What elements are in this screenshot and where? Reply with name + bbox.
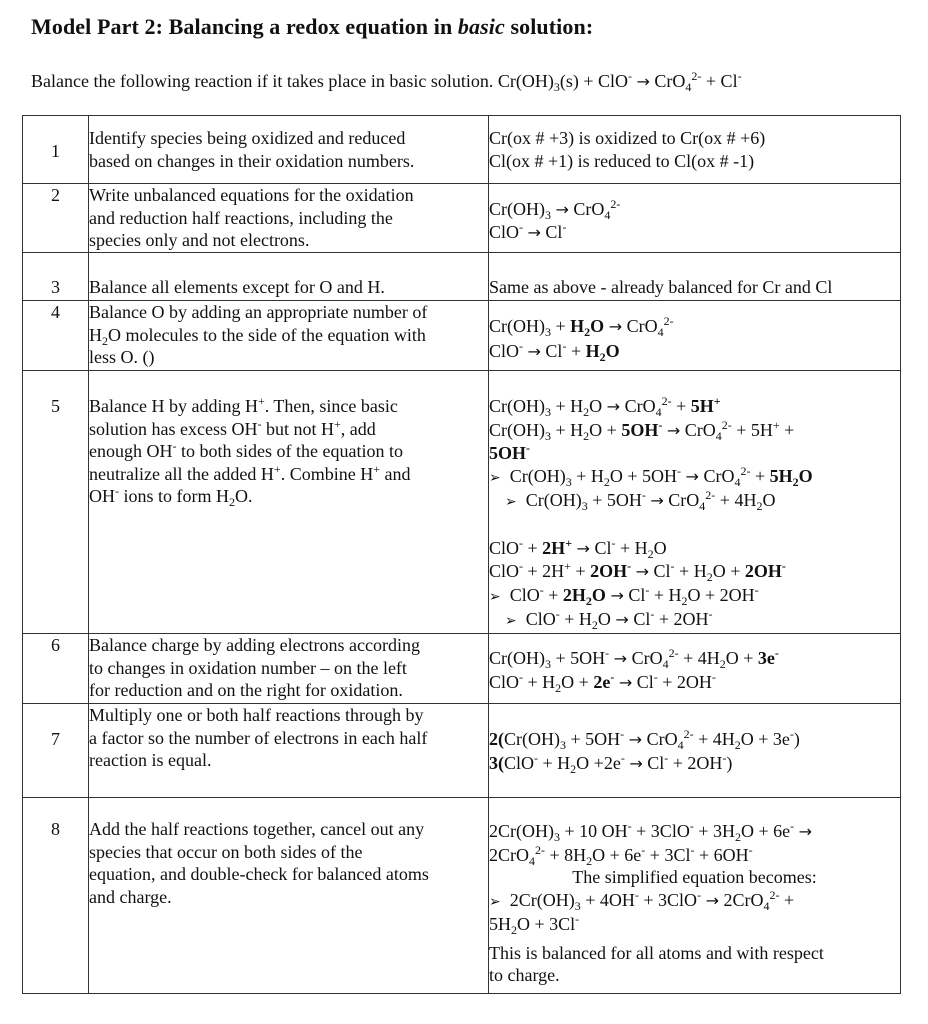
eq-line: $Cr(OH)_3 + H_2O + 5OH^- \to CrO_4^{2-} + 5H^+$ + — [489, 417, 795, 443]
step-description — [89, 371, 489, 634]
step-description — [89, 116, 489, 184]
eq-line: 5OH- — [489, 441, 531, 463]
step-action — [489, 253, 901, 301]
text-line: Add the half reactions together, cancel out any — [89, 819, 425, 839]
text-line: Balance charge by adding electrons according — [89, 635, 421, 655]
text-line: based on changes in their oxidation numbers. — [89, 150, 415, 171]
eq-line: $Cr(OH)_3 + H_2O \to CrO_4^{2-} + 5H^+$ — [489, 394, 721, 419]
eq-line: $2Cr(OH)_3 + 10$ $OH^- + 3ClO^- + 3H_2O + 6e^-$ → — [489, 819, 813, 844]
text-line: a factor so the number of electrons in each half — [89, 727, 428, 748]
text-line: enough OH- to both sides of the equation to — [89, 439, 403, 461]
eq-line: to charge. — [489, 965, 560, 985]
table-row — [23, 798, 901, 994]
arrow-bullet-icon: ➢ — [489, 893, 501, 910]
table-row — [23, 634, 901, 704]
text-line: and charge. — [89, 886, 172, 907]
step-description — [89, 301, 489, 371]
eq-line — [489, 608, 900, 633]
step-action — [489, 704, 901, 798]
text-line: Multiply one or both half reactions through by — [89, 705, 424, 725]
arrow-bullet-icon: ➢ — [505, 494, 517, 510]
eq-text: $2Cr(OH)_3 + 4OH^- + 3ClO^- \to 2CrO_4^{2-}$ + — [509, 887, 795, 913]
step-number: 3 — [23, 253, 89, 301]
step-action — [489, 116, 901, 184]
eq-line: $ClO^- + 2H^+ \to Cl^- + H_2O$ — [489, 535, 667, 561]
step-description — [89, 253, 489, 301]
eq-line: $5H_2O + 3Cl^-$ — [489, 912, 580, 937]
text-line: $ClO^- + H_2O + 2e^- \to Cl^- + 2OH^-$ — [489, 669, 716, 695]
text-line: neutralize all the added H+. Combine H+ and — [89, 461, 411, 484]
step-number: 8 — [23, 798, 89, 994]
text-line: Identify species being oxidized and reduced — [89, 128, 406, 148]
text-line: for reduction and on the right for oxidation. — [89, 680, 403, 700]
eq-line: This is balanced for all atoms and with respect — [489, 942, 824, 963]
text-line: $Cr(OH)_3 + 5OH^- \to CrO_4^{2-} + 4H_2O + 3e^-$ — [489, 646, 779, 671]
table-row — [23, 704, 901, 798]
text-line: solution has excess OH- but not H+, add — [89, 416, 376, 439]
text-line: Balance O by adding an appropriate number of — [89, 302, 428, 322]
eq-line: The simplified equation becomes: — [572, 867, 817, 887]
text-line: equation, and double-check for balanced atoms — [89, 864, 429, 884]
step-number: 5 — [23, 371, 89, 634]
step-number: 4 — [23, 301, 89, 371]
eq-text: $Cr(OH)_3 + H_2O + 5OH^- \to CrO_4^{2-} + 5H_2O$ — [509, 463, 813, 489]
text-line: species only and not electrons. — [89, 230, 310, 250]
step-description — [89, 704, 489, 798]
arrow-bullet-icon: ➢ — [489, 469, 501, 486]
step-action — [489, 798, 901, 994]
table-row — [23, 116, 901, 184]
step-number: 2 — [23, 184, 89, 253]
step-action — [489, 184, 901, 253]
eq-line — [489, 889, 900, 914]
text-line: Cl(ox # +1) is reduced to Cl(ox # -1) — [489, 150, 755, 171]
step-action — [489, 371, 901, 634]
step-description — [89, 798, 489, 994]
text-line: Balance all elements except for O and H. — [89, 276, 385, 297]
text-line: Same as above - already balanced for Cr and Cl — [489, 276, 833, 297]
step-action — [489, 634, 901, 704]
page-title — [31, 14, 593, 40]
text-line: ClO- → Cl- — [489, 220, 567, 242]
step-action — [489, 301, 901, 371]
arrow-bullet-icon: ➢ — [489, 588, 501, 605]
text-line: Balance H by adding H+. Then, since basic — [89, 394, 398, 416]
text-line: to changes in oxidation number – on the left — [89, 657, 407, 678]
steps-table — [22, 115, 901, 994]
table-row — [23, 253, 901, 301]
arrow-bullet-icon: ➢ — [505, 613, 517, 629]
text-line: $H_2O$ molecules to the side of the equation with — [89, 324, 426, 348]
text-line: $Cr(OH)_3 + H_2O \to CrO_4^{2-}$ — [489, 313, 674, 339]
text-line: less O. () — [89, 347, 155, 367]
step-number: 7 — [23, 704, 89, 798]
text-line: and reduction half reactions, including the — [89, 207, 393, 228]
text-line: $ClO^- \to Cl^- + H_2O$ — [489, 338, 620, 364]
text-line: species that occur on both sides of the — [89, 841, 363, 862]
text-line: Write unbalanced equations for the oxidation — [89, 185, 414, 205]
table-row — [23, 184, 901, 253]
text-line: $Cr(OH)_3 \to CrO_4^{2-}$ — [489, 196, 621, 222]
eq-text: $Cr(OH)_3 + 5OH^- \to CrO_4^{2-} + 4H_2O$ — [525, 488, 776, 513]
text-line: reaction is equal. — [89, 750, 212, 770]
table-row — [23, 301, 901, 371]
title-text-end: solution: — [504, 14, 594, 39]
eq-text: $ClO^- + H_2O \to Cl^- + 2OH^-$ — [525, 607, 713, 632]
intro-text: Balance the following reaction if it takes place in basic solution. $Cr(OH)_3(s) + ClO^- \to CrO_4^{2-} + Cl^-$ — [31, 69, 742, 94]
eq-line — [489, 465, 900, 490]
step-number: 6 — [23, 634, 89, 704]
text-line: Cr(ox # +3) is oxidized to Cr(ox # +6) — [489, 128, 766, 148]
step-number: 1 — [23, 116, 89, 184]
title-text: Model Part 2: Balancing a redox equation in — [31, 14, 458, 39]
text-line: $2(Cr(OH)_3 + 5OH^- \to CrO_4^{2-} + 4H_2O + 3e^-)$ — [489, 727, 800, 752]
step-description — [89, 634, 489, 704]
eq-text: $ClO^- + 2H_2O \to Cl^- + H_2O + 2OH^-$ — [509, 582, 759, 608]
step-description — [89, 184, 489, 253]
eq-line: $2CrO_4^{2-} + 8H_2O + 6e^- + 3Cl^- + 6OH^-$ — [489, 842, 753, 868]
eq-line — [489, 584, 900, 609]
text-line: OH- ions to form $H_2O$. — [89, 484, 253, 509]
table-row — [23, 371, 901, 634]
title-emphasis: basic — [457, 14, 505, 39]
text-line: $3(ClO^- + H_2O +2e^- \to Cl^- + 2OH^-)$ — [489, 750, 733, 776]
eq-line — [489, 489, 900, 514]
eq-line: $ClO^- + 2H^+ + 2OH^- \to Cl^- + H_2O + 2OH^-$ — [489, 559, 786, 584]
